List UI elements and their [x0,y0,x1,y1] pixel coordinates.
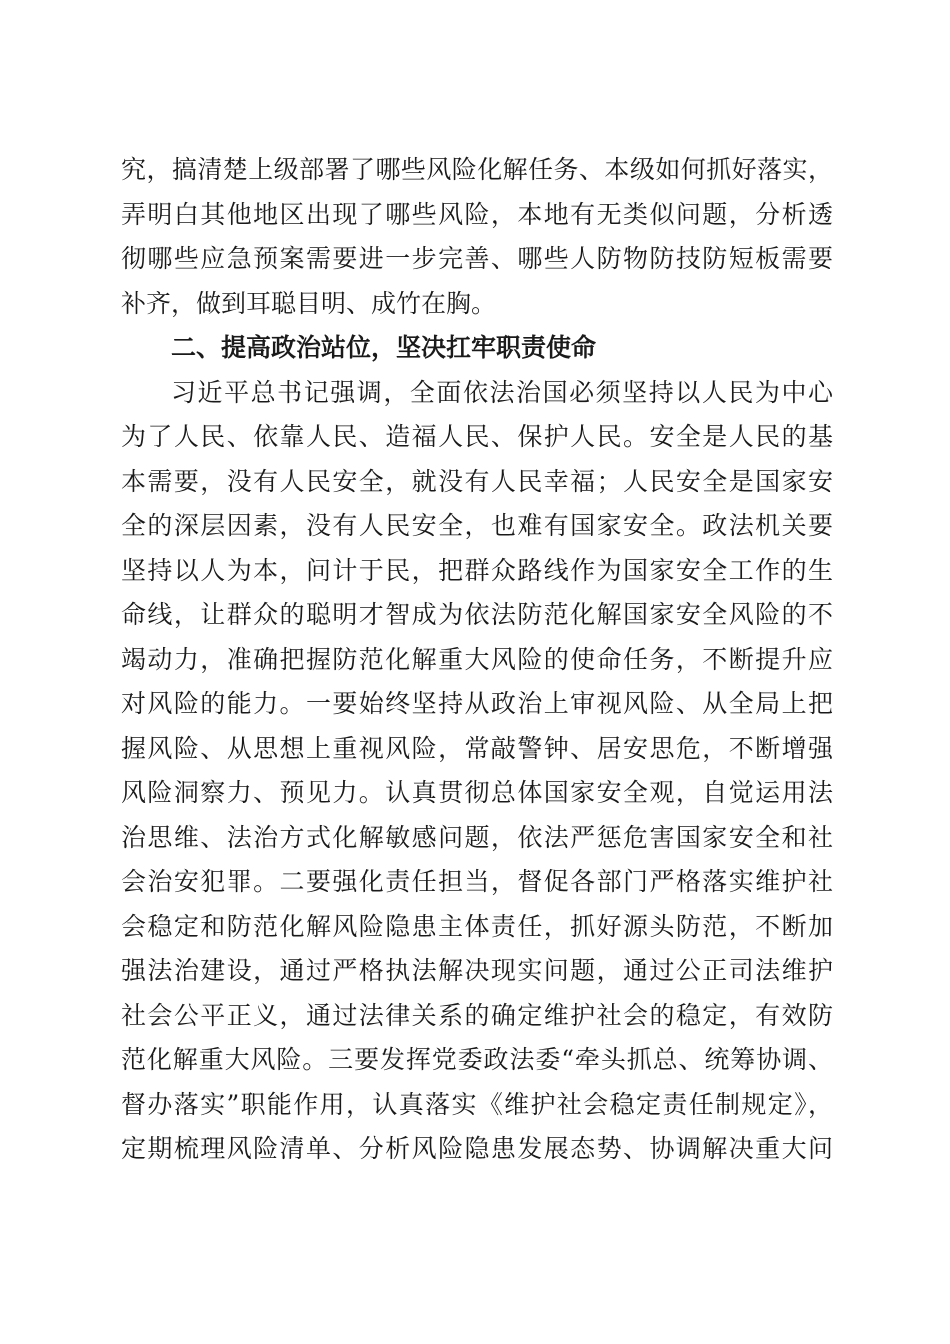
text-line: 风险洞察力、预见力。认真贯彻总体国家安全观，自觉运用法 [121,778,833,807]
text-line: 督办落实”职能作用，认真落实《维护社会稳定责任制规定》， [121,1089,833,1119]
text-line: 社会公平正义，通过法律关系的确定维护社会的稳定，有效防 [121,1000,833,1030]
text-line: 会稳定和防范化解风险隐患主体责任，抓好源头防范，不断加 [121,911,833,941]
text-line: 会治安犯罪。二要强化责任担当，督促各部门严格落实维护社 [121,867,833,896]
text-line: 全的深层因素，没有人民安全，也难有国家安全。政法机关要 [121,511,833,540]
paragraph-body [121,371,833,1172]
text-line: 范化解重大风险。三要发挥党委政法委“牵头抓总、统筹协调、 [121,1045,833,1074]
text-line: 习近平总书记强调，全面依法治国必须坚持以人民为中心 [171,377,833,407]
text-line: 强法治建设，通过严格执法解决现实问题，通过公正司法维护 [121,956,833,985]
text-line: 弄明白其他地区出现了哪些风险，本地有无类似问题，分析透 [121,199,833,229]
text-line: 补齐，做到耳聪目明、成竹在胸。 [121,288,497,318]
document-body [121,148,833,1172]
text-line: 命线，让群众的聪明才智成为依法防范化解国家安全风险的不 [121,600,833,629]
text-line: 本需要，没有人民安全，就没有人民幸福；人民安全是国家安 [121,466,833,496]
text-line: 究，搞清楚上级部署了哪些风险化解任务、本级如何抓好落实， [121,155,833,184]
text-line: 彻哪些应急预案需要进一步完善、哪些人防物防技防短板需要 [121,244,833,273]
text-line: 竭动力，准确把握防范化解重大风险的使命任务，不断提升应 [121,644,833,674]
text-line: 对风险的能力。一要始终坚持从政治上审视风险、从全局上把 [121,689,833,718]
text-line: 治思维、法治方式化解敏感问题，依法严惩危害国家安全和社 [121,822,833,852]
text-line: 握风险、从思想上重视风险，常敲警钟、居安思危，不断增强 [121,733,833,763]
paragraph-continuation [121,148,833,326]
text-line: 为了人民、依靠人民、造福人民、保护人民。安全是人民的基 [121,422,833,451]
text-line: 坚持以人为本，问计于民，把群众路线作为国家安全工作的生 [121,555,833,585]
section-heading: 二、提高政治站位，坚决扛牢职责使命 [171,333,597,362]
text-line: 定期梳理风险清单、分析风险隐患发展态势、协调解决重大问 [121,1134,833,1163]
